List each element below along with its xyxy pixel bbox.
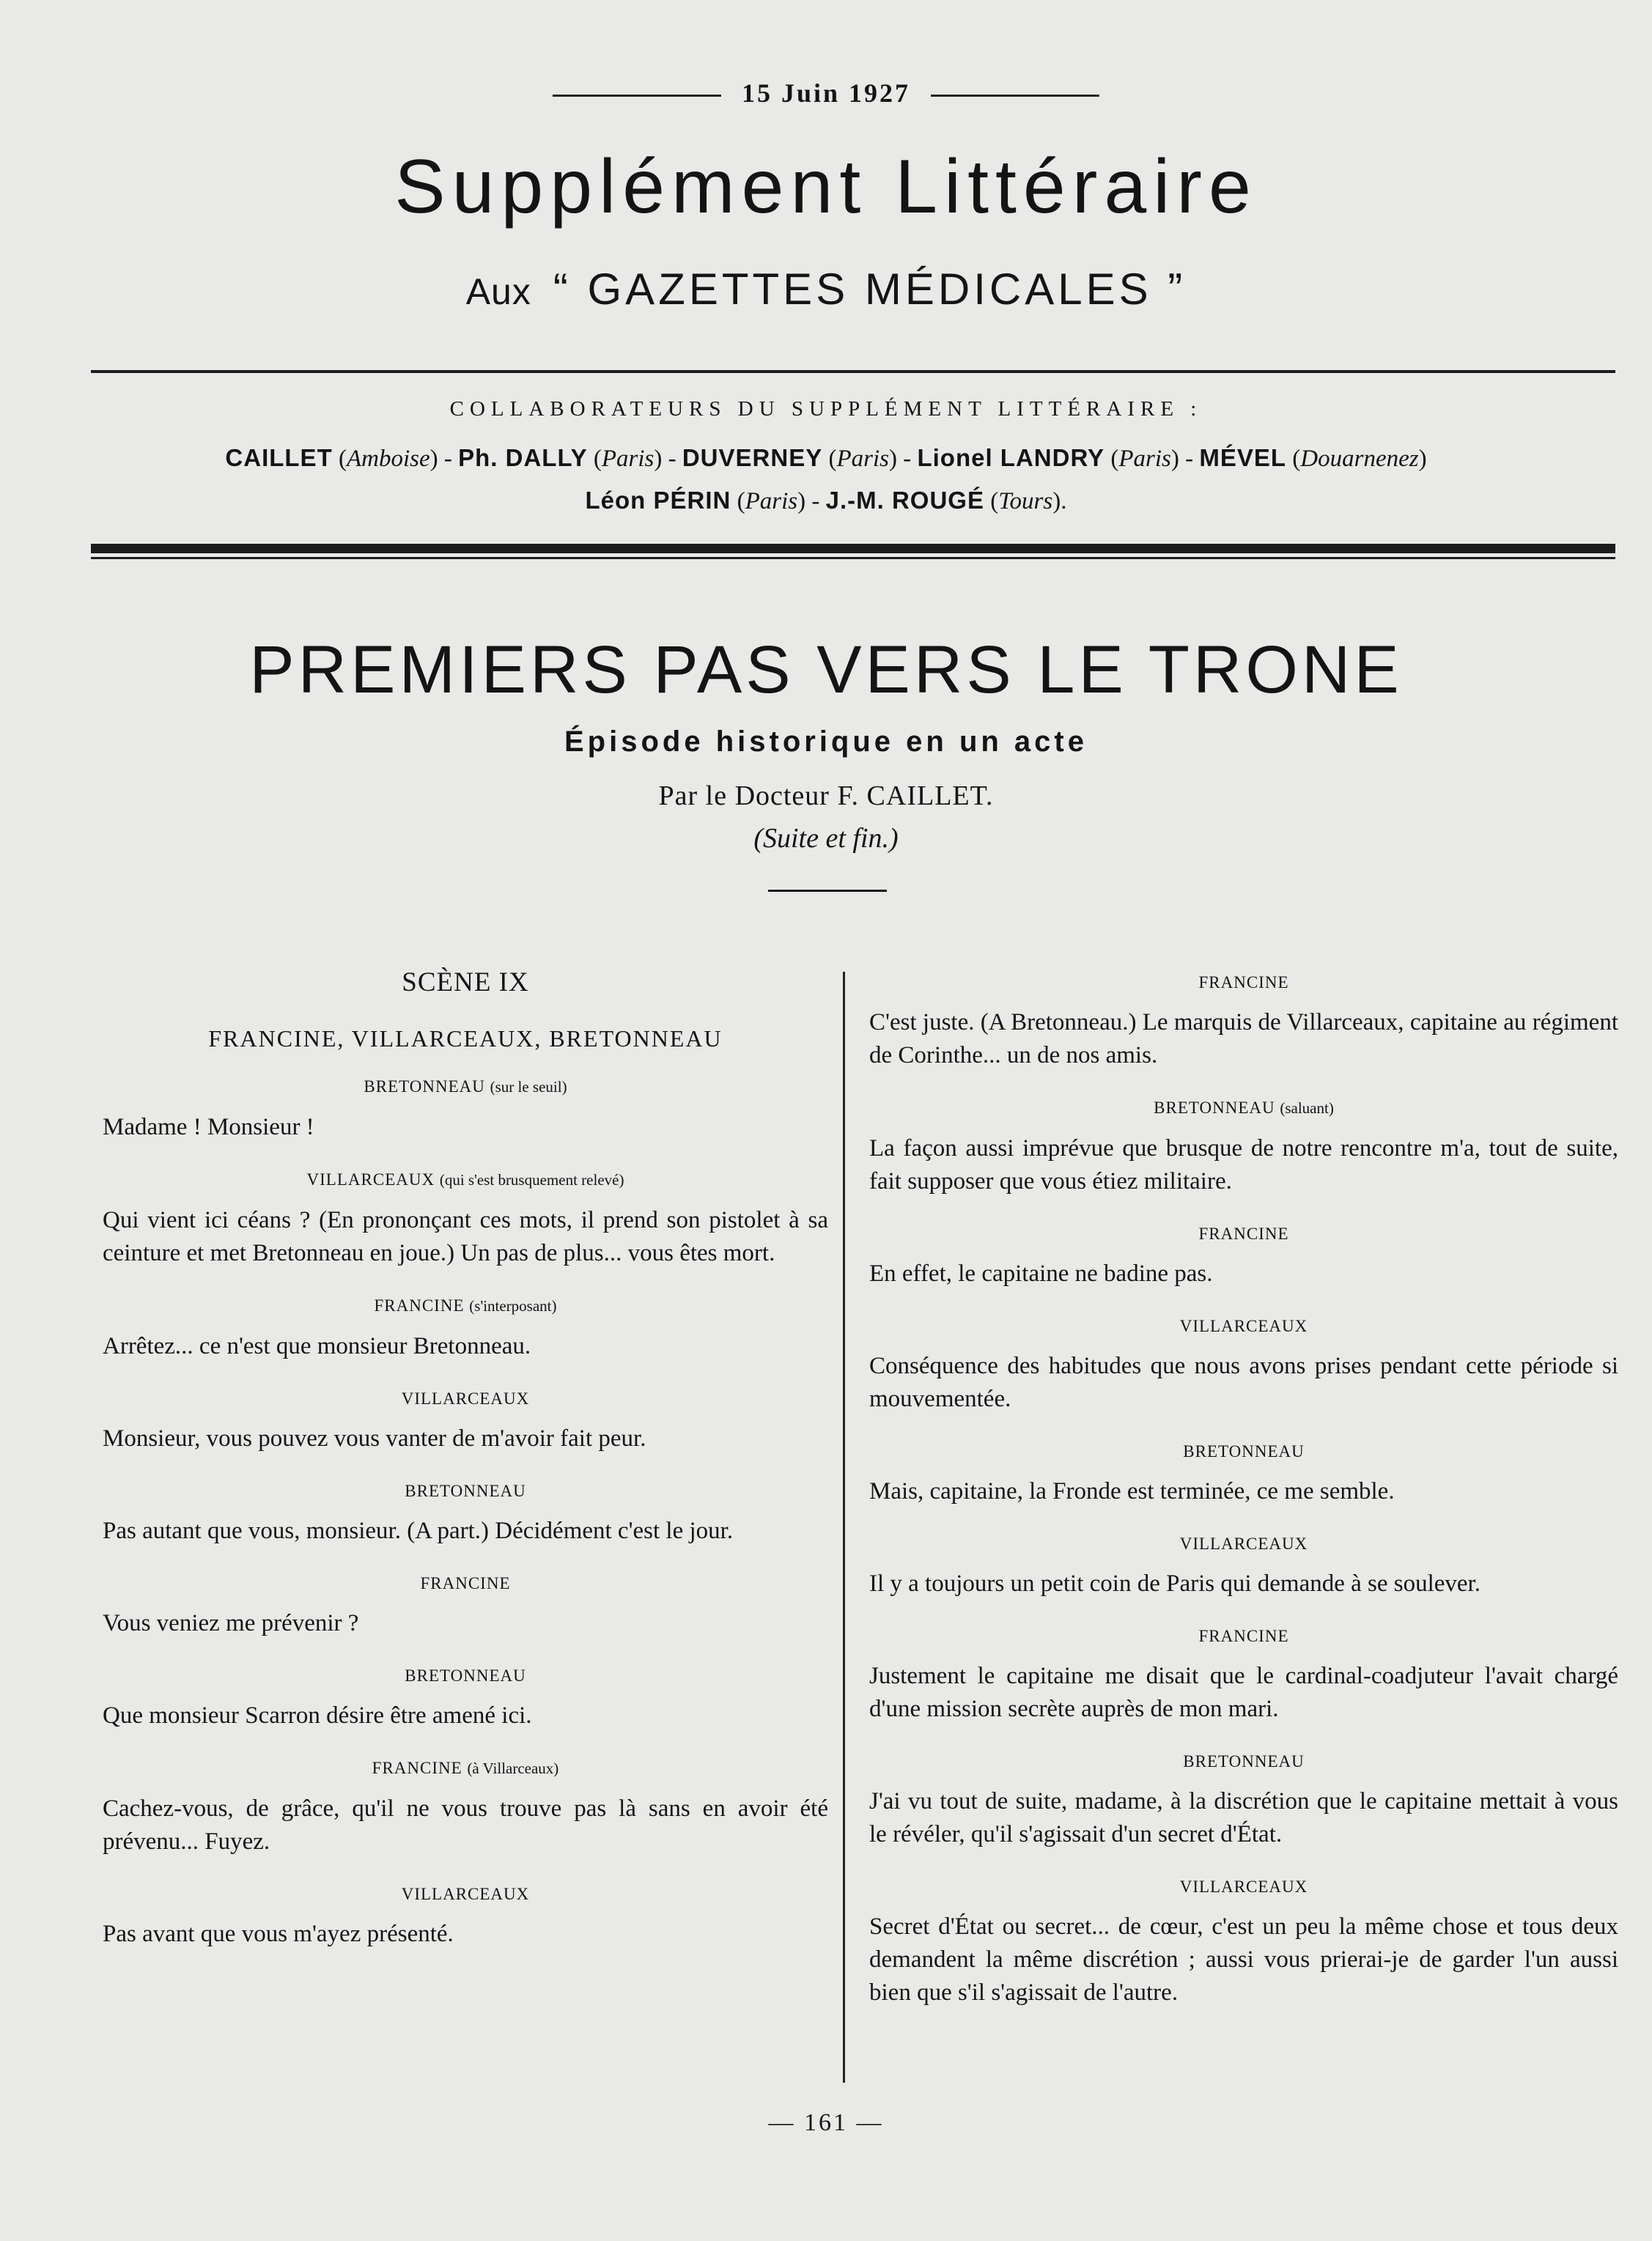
collaborators-line-1: CAILLET (Amboise) - Ph. DALLY (Paris) - DUVERNEY (Paris) - Lionel LANDRY (Paris) - MÉVEL (Douarnenez): [225, 444, 1427, 472]
supplement-title: Supplément Littéraire: [394, 144, 1258, 229]
speaker-name: BRETONNEAU: [1183, 1752, 1305, 1771]
issue-date: [0, 78, 1652, 108]
speaker-heading: [103, 1382, 828, 1415]
collaborator-name: J.-M. ROUGÉ: [825, 487, 984, 514]
scene-heading: SCÈNE IX: [402, 967, 529, 997]
collaborator-name: MÉVEL: [1199, 444, 1287, 471]
stage-direction: (à Villarceaux): [467, 1760, 559, 1777]
speaker-heading: [103, 1567, 828, 1600]
dialogue-line: En effet, le capitaine ne badine pas.: [869, 1260, 1213, 1287]
left-dialogue: [103, 1070, 828, 1958]
speaker-heading: [103, 1070, 828, 1104]
thin-rule: [91, 557, 1615, 559]
play-subtitle: Épisode historique en un acte: [564, 726, 1088, 758]
collaborator-place: Paris: [1118, 446, 1171, 472]
collaborator-place: Tours: [998, 488, 1053, 514]
dialogue-line: Pas avant que vous m'ayez présenté.: [103, 1921, 454, 1947]
speaker-heading: [869, 1435, 1618, 1468]
speaker-heading: [869, 1870, 1618, 1903]
speaker-name: VILLARCEAUX: [306, 1170, 435, 1189]
speaker-heading: [103, 1289, 828, 1323]
speaker-heading: [103, 1474, 828, 1507]
dialogue-line: Pas autant que vous, monsieur. (A part.) Décidément c'est le jour.: [103, 1518, 734, 1544]
speaker-name: FRANCINE: [374, 1296, 465, 1315]
stage-direction: (sur le seuil): [490, 1078, 567, 1096]
collaborators-line-2: Léon PÉRIN (Paris) - J.-M. ROUGÉ (Tours).: [585, 487, 1067, 514]
aux-word: Aux: [465, 271, 531, 312]
dialogue-line: Madame ! Monsieur !: [103, 1114, 314, 1140]
collaborator-name: CAILLET: [225, 444, 333, 471]
collaborator-place: Amboise: [346, 446, 430, 472]
speaker-heading: [869, 1091, 1618, 1125]
dialogue-line: Que monsieur Scarron désire être amené ici.: [103, 1702, 532, 1729]
play-author: Par le Docteur F. CAILLET.: [658, 780, 994, 811]
speaker-heading: [869, 966, 1618, 999]
collaborator-name: Ph. DALLY: [458, 444, 588, 471]
gazettes-title: [0, 264, 1652, 314]
speaker-heading: [869, 1217, 1618, 1250]
dialogue-line: Vous veniez me prévenir ?: [103, 1610, 359, 1636]
date-rule-left: [553, 95, 721, 97]
right-column: [869, 966, 1618, 2017]
header-rule: [91, 370, 1615, 373]
speaker-name: BRETONNEAU: [364, 1077, 485, 1096]
dialogue-line: Conséquence des habitudes que nous avons prises pendant cette période si mouvementée.: [869, 1353, 1618, 1412]
collaborator-name: Léon PÉRIN: [585, 487, 731, 514]
title-short-rule: [768, 890, 887, 892]
speaker-heading: [103, 1659, 828, 1692]
collaborator-name: DUVERNEY: [682, 444, 823, 471]
dialogue-line: Cachez-vous, de grâce, qu'il ne vous trouve pas là sans en avoir été prévenu... Fuyez.: [103, 1795, 828, 1855]
right-dialogue: [869, 966, 1618, 2017]
collaborator-place: Douarnenez: [1300, 446, 1419, 472]
speaker-name: FRANCINE: [372, 1759, 462, 1777]
column-divider: [843, 972, 845, 2083]
speaker-name: VILLARCEAUX: [401, 1885, 530, 1903]
speaker-name: VILLARCEAUX: [401, 1389, 530, 1408]
speaker-name: FRANCINE: [1198, 1627, 1289, 1645]
play-title: PREMIERS PAS VERS LE TRONE: [249, 632, 1403, 707]
stage-direction: (qui s'est brusquement relevé): [439, 1171, 624, 1189]
collaborator-place: Paris: [601, 446, 654, 472]
speaker-name: BRETONNEAU: [1154, 1099, 1275, 1117]
speaker-name: FRANCINE: [420, 1574, 511, 1592]
left-column: [103, 966, 828, 1958]
speaker-heading: [103, 1751, 828, 1785]
stage-direction: (s'interposant): [469, 1297, 557, 1315]
stage-direction: (saluant): [1280, 1099, 1334, 1117]
page-number: — 161 —: [768, 2109, 884, 2136]
speaker-name: BRETONNEAU: [405, 1666, 526, 1685]
date-rule-right: [931, 95, 1099, 97]
collaborator-place: Paris: [836, 446, 889, 472]
dialogue-line: La façon aussi imprévue que brusque de notre rencontre m'a, tout de suite, fait supposer que vous étiez militaire.: [869, 1135, 1618, 1195]
dialogue-line: Arrêtez... ce n'est que monsieur Bretonneau.: [103, 1333, 531, 1359]
play-note: (Suite et fin.): [753, 823, 899, 854]
issue-date-text: 15 Juin 1927: [741, 78, 911, 108]
dialogue-line: Monsieur, vous pouvez vous vanter de m'avoir fait peur.: [103, 1425, 646, 1452]
speaker-heading: [869, 1745, 1618, 1778]
gazettes-name: “ GAZETTES MÉDICALES ”: [553, 265, 1187, 314]
dialogue-line: Qui vient ici céans ? (En prononçant ces mots, il prend son pistolet à sa ceinture et met Bretonneau en joue.) Un pas de plus... vous êtes mort.: [103, 1207, 828, 1266]
dialogue-line: C'est juste. (A Bretonneau.) Le marquis de Villarceaux, capitaine au régiment de Corinthe... un de nos amis.: [869, 1009, 1618, 1068]
speaker-name: VILLARCEAUX: [1179, 1535, 1308, 1553]
dialogue-line: Il y a toujours un petit coin de Paris qui demande à se soulever.: [869, 1570, 1480, 1597]
collaborators-label: COLLABORATEURS DU SUPPLÉMENT LITTÉRAIRE :: [449, 397, 1203, 421]
collaborator-place: Paris: [745, 488, 798, 514]
dialogue-line: Justement le capitaine me disait que le cardinal-coadjuteur l'avait chargé d'une mission secrète auprès de mon mari.: [869, 1663, 1618, 1722]
speaker-heading: [103, 1878, 828, 1910]
speaker-name: BRETONNEAU: [1183, 1442, 1305, 1461]
dialogue-line: Secret d'État ou secret... de cœur, c'est un peu la même chose et tous deux demandent la même discrétion ; aussi vous prierai-je de garder l'un aussi bien que s'il s'agissait de l'autre.: [869, 1913, 1618, 2006]
speaker-name: VILLARCEAUX: [1179, 1878, 1308, 1896]
speaker-name: BRETONNEAU: [405, 1482, 526, 1500]
dialogue-line: Mais, capitaine, la Fronde est terminée, ce me semble.: [869, 1478, 1395, 1505]
speaker-heading: [869, 1620, 1618, 1653]
thick-rule: [91, 544, 1615, 553]
speaker-heading: [103, 1163, 828, 1197]
scene-cast: FRANCINE, VILLARCEAUX, BRETONNEAU: [208, 1025, 723, 1052]
dialogue-line: J'ai vu tout de suite, madame, à la discrétion que le capitaine mettait à vous le révéler, qu'il s'agissait d'un secret d'État.: [869, 1788, 1618, 1847]
speaker-name: FRANCINE: [1198, 1225, 1289, 1243]
collaborator-name: Lionel LANDRY: [917, 444, 1105, 471]
speaker-heading: [869, 1310, 1618, 1343]
speaker-heading: [869, 1527, 1618, 1560]
speaker-name: VILLARCEAUX: [1179, 1317, 1308, 1335]
speaker-name: FRANCINE: [1198, 973, 1289, 992]
